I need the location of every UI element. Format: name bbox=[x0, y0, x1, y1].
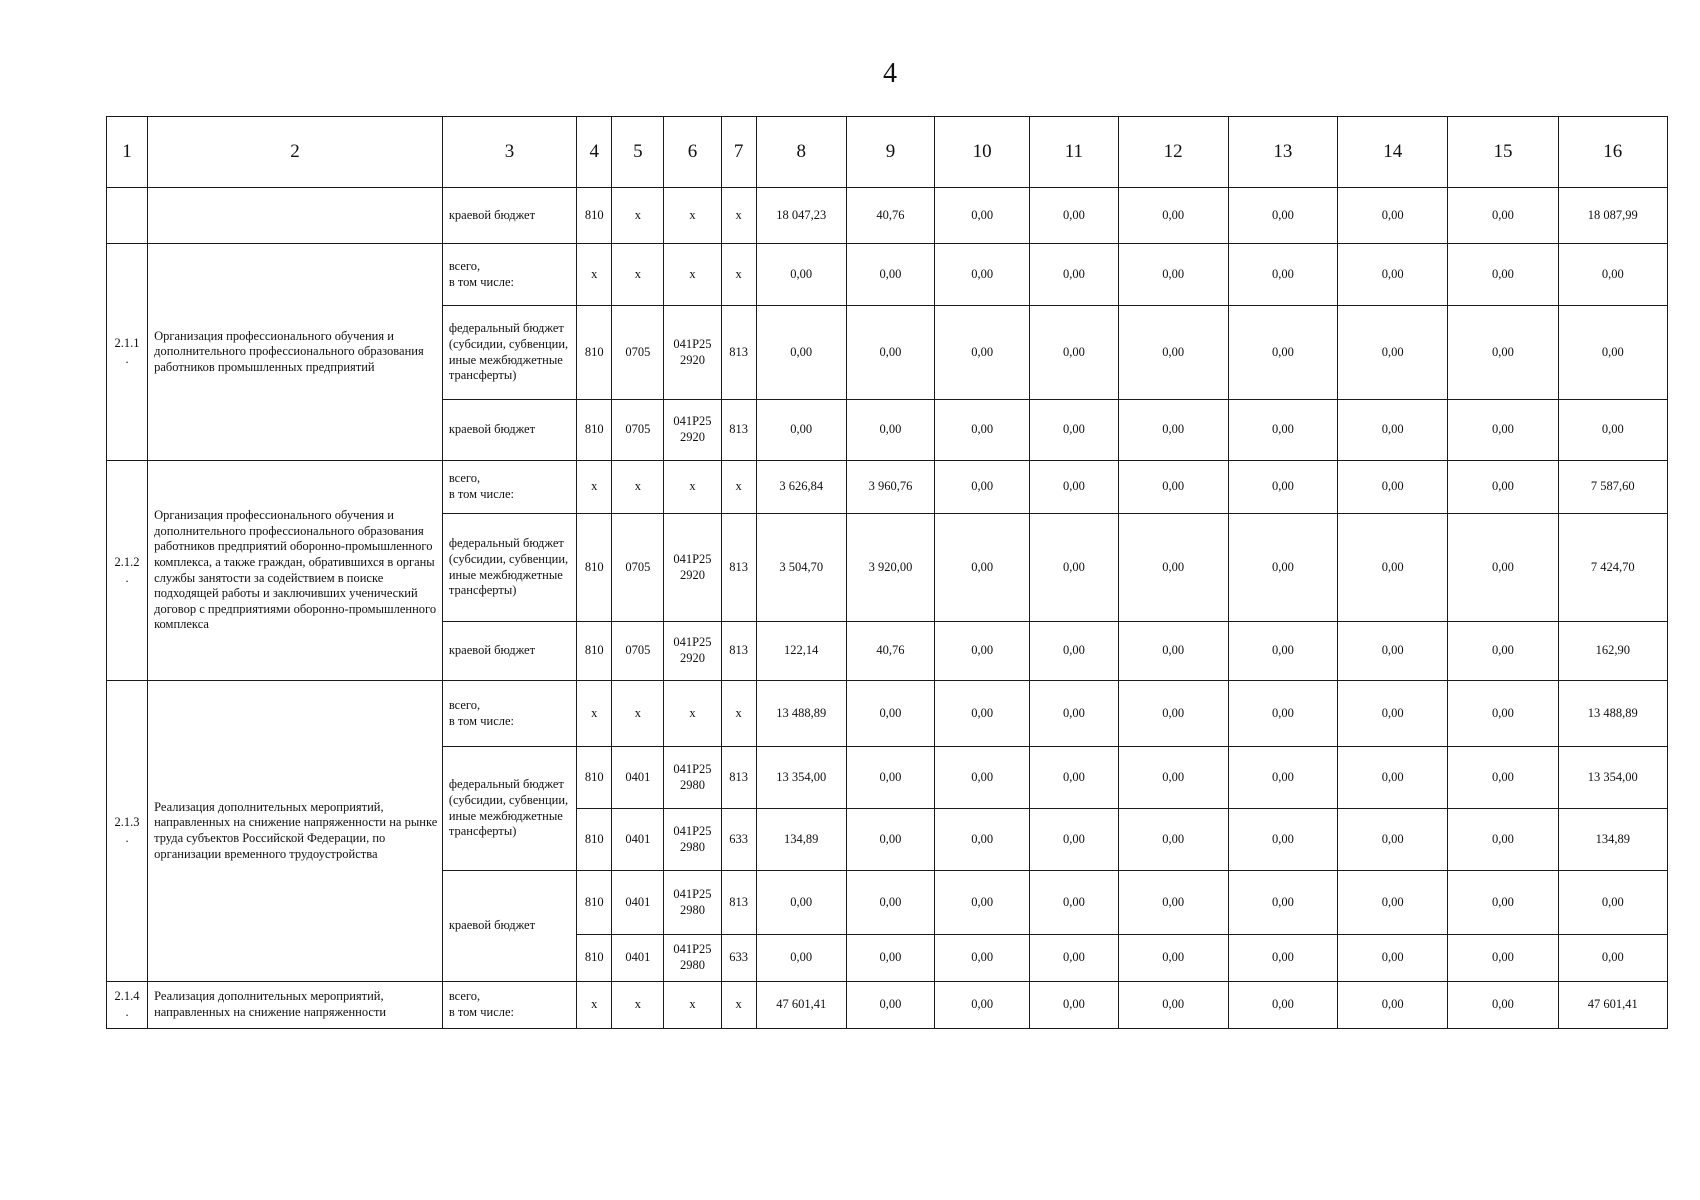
value-col-16: 7 424,70 bbox=[1558, 514, 1667, 622]
code-col-4: 810 bbox=[577, 871, 612, 935]
funding-source: всего, в том числе: bbox=[442, 982, 576, 1029]
code-col-7: x bbox=[721, 982, 756, 1029]
header-row bbox=[107, 117, 1668, 188]
value-col-8: 0,00 bbox=[756, 935, 846, 982]
value-col-16: 18 087,99 bbox=[1558, 188, 1667, 244]
value-col-11: 0,00 bbox=[1030, 244, 1118, 306]
code-col-5: 0401 bbox=[612, 871, 664, 935]
code-col-7: x bbox=[721, 681, 756, 747]
funding-source: всего, в том числе: bbox=[442, 461, 576, 514]
value-col-15: 0,00 bbox=[1448, 681, 1558, 747]
code-col-6: 041P25 2980 bbox=[664, 747, 721, 809]
value-col-9: 0,00 bbox=[846, 809, 934, 871]
code-col-6: 041P25 2980 bbox=[664, 809, 721, 871]
header-cell: 13 bbox=[1228, 117, 1337, 188]
header-cell: 4 bbox=[577, 117, 612, 188]
table-row bbox=[107, 188, 1668, 244]
value-col-8: 0,00 bbox=[756, 871, 846, 935]
value-col-11: 0,00 bbox=[1030, 400, 1118, 461]
header-cell: 10 bbox=[935, 117, 1030, 188]
value-col-16: 13 354,00 bbox=[1558, 747, 1667, 809]
value-col-12: 0,00 bbox=[1118, 461, 1228, 514]
header-cell: 5 bbox=[612, 117, 664, 188]
value-col-10: 0,00 bbox=[935, 809, 1030, 871]
value-col-9: 0,00 bbox=[846, 306, 934, 400]
header-cell: 2 bbox=[148, 117, 443, 188]
code-col-7: 633 bbox=[721, 935, 756, 982]
value-col-16: 0,00 bbox=[1558, 871, 1667, 935]
value-col-14: 0,00 bbox=[1338, 461, 1448, 514]
value-col-8: 0,00 bbox=[756, 400, 846, 461]
funding-source: краевой бюджет bbox=[442, 622, 576, 681]
item-number bbox=[107, 188, 148, 244]
code-col-5: 0705 bbox=[612, 514, 664, 622]
value-col-15: 0,00 bbox=[1448, 871, 1558, 935]
code-col-7: x bbox=[721, 188, 756, 244]
value-col-10: 0,00 bbox=[935, 400, 1030, 461]
value-col-9: 0,00 bbox=[846, 244, 934, 306]
value-col-13: 0,00 bbox=[1228, 809, 1337, 871]
value-col-15: 0,00 bbox=[1448, 188, 1558, 244]
value-col-15: 0,00 bbox=[1448, 809, 1558, 871]
value-col-13: 0,00 bbox=[1228, 982, 1337, 1029]
value-col-12: 0,00 bbox=[1118, 747, 1228, 809]
funding-source: краевой бюджет bbox=[442, 871, 576, 982]
header-cell: 15 bbox=[1448, 117, 1558, 188]
code-col-5: x bbox=[612, 681, 664, 747]
value-col-11: 0,00 bbox=[1030, 461, 1118, 514]
value-col-11: 0,00 bbox=[1030, 747, 1118, 809]
value-col-14: 0,00 bbox=[1338, 747, 1448, 809]
value-col-9: 0,00 bbox=[846, 681, 934, 747]
value-col-13: 0,00 bbox=[1228, 622, 1337, 681]
value-col-16: 13 488,89 bbox=[1558, 681, 1667, 747]
value-col-10: 0,00 bbox=[935, 681, 1030, 747]
value-col-12: 0,00 bbox=[1118, 188, 1228, 244]
code-col-4: 810 bbox=[577, 809, 612, 871]
value-col-12: 0,00 bbox=[1118, 681, 1228, 747]
code-col-6: 041P25 2980 bbox=[664, 935, 721, 982]
value-col-13: 0,00 bbox=[1228, 400, 1337, 461]
code-col-7: 813 bbox=[721, 747, 756, 809]
item-number: 2.1.4 . bbox=[107, 982, 148, 1029]
code-col-4: 810 bbox=[577, 622, 612, 681]
funding-source: краевой бюджет bbox=[442, 400, 576, 461]
value-col-11: 0,00 bbox=[1030, 188, 1118, 244]
value-col-12: 0,00 bbox=[1118, 871, 1228, 935]
value-col-9: 3 920,00 bbox=[846, 514, 934, 622]
funding-source: федеральный бюджет (субсидии, субвенции, иные межбюджетные трансферты) bbox=[442, 306, 576, 400]
code-col-5: x bbox=[612, 982, 664, 1029]
value-col-10: 0,00 bbox=[935, 461, 1030, 514]
header-cell: 16 bbox=[1558, 117, 1667, 188]
value-col-13: 0,00 bbox=[1228, 681, 1337, 747]
code-col-7: 813 bbox=[721, 306, 756, 400]
header-cell: 1 bbox=[107, 117, 148, 188]
code-col-5: x bbox=[612, 244, 664, 306]
value-col-14: 0,00 bbox=[1338, 622, 1448, 681]
funding-source: федеральный бюджет (субсидии, субвенции, иные межбюджетные трансферты) bbox=[442, 514, 576, 622]
code-col-6: 041P25 2920 bbox=[664, 306, 721, 400]
code-col-7: x bbox=[721, 244, 756, 306]
item-name: Организация профессионального обучения и дополнительного профессионального образования работников промышленных предприятий bbox=[148, 244, 443, 461]
value-col-12: 0,00 bbox=[1118, 244, 1228, 306]
value-col-10: 0,00 bbox=[935, 935, 1030, 982]
value-col-11: 0,00 bbox=[1030, 514, 1118, 622]
code-col-6: 041P25 2920 bbox=[664, 622, 721, 681]
item-number: 2.1.3 . bbox=[107, 681, 148, 982]
funding-source: краевой бюджет bbox=[442, 188, 576, 244]
value-col-9: 0,00 bbox=[846, 871, 934, 935]
value-col-11: 0,00 bbox=[1030, 681, 1118, 747]
value-col-16: 0,00 bbox=[1558, 244, 1667, 306]
code-col-4: 810 bbox=[577, 188, 612, 244]
value-col-10: 0,00 bbox=[935, 306, 1030, 400]
header-cell: 3 bbox=[442, 117, 576, 188]
funding-source: всего, в том числе: bbox=[442, 681, 576, 747]
header-cell: 12 bbox=[1118, 117, 1228, 188]
item-name: Организация профессионального обучения и дополнительного профессионального образования работников предприятий оборонно-промышленного комплекса, а также граждан, обратившихся в органы службы занятости за содействием в поиске подходящей работы и заключивших ученический договор с предприятиями оборонно-промышленного комплекса bbox=[148, 461, 443, 681]
value-col-11: 0,00 bbox=[1030, 622, 1118, 681]
code-col-4: x bbox=[577, 681, 612, 747]
value-col-9: 0,00 bbox=[846, 747, 934, 809]
code-col-5: 0401 bbox=[612, 935, 664, 982]
code-col-6: x bbox=[664, 461, 721, 514]
code-col-6: x bbox=[664, 681, 721, 747]
item-number: 2.1.1 . bbox=[107, 244, 148, 461]
code-col-6: 041P25 2920 bbox=[664, 514, 721, 622]
value-col-12: 0,00 bbox=[1118, 622, 1228, 681]
value-col-13: 0,00 bbox=[1228, 871, 1337, 935]
value-col-12: 0,00 bbox=[1118, 982, 1228, 1029]
value-col-10: 0,00 bbox=[935, 188, 1030, 244]
header-cell: 9 bbox=[846, 117, 934, 188]
item-name bbox=[148, 188, 443, 244]
value-col-14: 0,00 bbox=[1338, 809, 1448, 871]
code-col-6: x bbox=[664, 188, 721, 244]
code-col-4: 810 bbox=[577, 306, 612, 400]
value-col-10: 0,00 bbox=[935, 244, 1030, 306]
value-col-14: 0,00 bbox=[1338, 306, 1448, 400]
value-col-13: 0,00 bbox=[1228, 935, 1337, 982]
value-col-8: 0,00 bbox=[756, 244, 846, 306]
value-col-8: 3 626,84 bbox=[756, 461, 846, 514]
value-col-12: 0,00 bbox=[1118, 514, 1228, 622]
value-col-14: 0,00 bbox=[1338, 400, 1448, 461]
value-col-14: 0,00 bbox=[1338, 935, 1448, 982]
value-col-14: 0,00 bbox=[1338, 681, 1448, 747]
code-col-7: 813 bbox=[721, 400, 756, 461]
value-col-15: 0,00 bbox=[1448, 747, 1558, 809]
value-col-12: 0,00 bbox=[1118, 306, 1228, 400]
budget-table bbox=[106, 116, 1668, 1029]
code-col-4: 810 bbox=[577, 747, 612, 809]
code-col-4: x bbox=[577, 461, 612, 514]
table-row bbox=[107, 244, 1668, 306]
code-col-5: 0705 bbox=[612, 400, 664, 461]
code-col-4: 810 bbox=[577, 400, 612, 461]
value-col-10: 0,00 bbox=[935, 982, 1030, 1029]
page-number: 4 bbox=[883, 58, 897, 89]
value-col-16: 0,00 bbox=[1558, 400, 1667, 461]
value-col-10: 0,00 bbox=[935, 514, 1030, 622]
value-col-16: 47 601,41 bbox=[1558, 982, 1667, 1029]
header-cell: 8 bbox=[756, 117, 846, 188]
value-col-11: 0,00 bbox=[1030, 982, 1118, 1029]
value-col-14: 0,00 bbox=[1338, 244, 1448, 306]
code-col-6: 041P25 2980 bbox=[664, 871, 721, 935]
value-col-14: 0,00 bbox=[1338, 982, 1448, 1029]
code-col-7: 813 bbox=[721, 514, 756, 622]
value-col-12: 0,00 bbox=[1118, 809, 1228, 871]
value-col-9: 0,00 bbox=[846, 935, 934, 982]
code-col-4: 810 bbox=[577, 514, 612, 622]
value-col-9: 3 960,76 bbox=[846, 461, 934, 514]
funding-source: федеральный бюджет (субсидии, субвенции, иные межбюджетные трансферты) bbox=[442, 747, 576, 871]
code-col-6: x bbox=[664, 244, 721, 306]
value-col-13: 0,00 bbox=[1228, 188, 1337, 244]
value-col-16: 134,89 bbox=[1558, 809, 1667, 871]
value-col-13: 0,00 bbox=[1228, 747, 1337, 809]
value-col-8: 13 488,89 bbox=[756, 681, 846, 747]
value-col-15: 0,00 bbox=[1448, 461, 1558, 514]
value-col-15: 0,00 bbox=[1448, 400, 1558, 461]
value-col-15: 0,00 bbox=[1448, 935, 1558, 982]
code-col-5: 0401 bbox=[612, 747, 664, 809]
value-col-13: 0,00 bbox=[1228, 514, 1337, 622]
value-col-13: 0,00 bbox=[1228, 244, 1337, 306]
value-col-15: 0,00 bbox=[1448, 622, 1558, 681]
value-col-15: 0,00 bbox=[1448, 514, 1558, 622]
value-col-16: 0,00 bbox=[1558, 935, 1667, 982]
value-col-15: 0,00 bbox=[1448, 244, 1558, 306]
value-col-11: 0,00 bbox=[1030, 809, 1118, 871]
table-row bbox=[107, 982, 1668, 1029]
value-col-10: 0,00 bbox=[935, 747, 1030, 809]
table-row bbox=[107, 681, 1668, 747]
value-col-15: 0,00 bbox=[1448, 306, 1558, 400]
value-col-16: 162,90 bbox=[1558, 622, 1667, 681]
code-col-7: x bbox=[721, 461, 756, 514]
value-col-9: 0,00 bbox=[846, 982, 934, 1029]
value-col-14: 0,00 bbox=[1338, 871, 1448, 935]
code-col-5: 0401 bbox=[612, 809, 664, 871]
code-col-5: 0705 bbox=[612, 622, 664, 681]
value-col-12: 0,00 bbox=[1118, 935, 1228, 982]
value-col-8: 47 601,41 bbox=[756, 982, 846, 1029]
value-col-8: 134,89 bbox=[756, 809, 846, 871]
header-cell: 11 bbox=[1030, 117, 1118, 188]
value-col-10: 0,00 bbox=[935, 871, 1030, 935]
value-col-16: 0,00 bbox=[1558, 306, 1667, 400]
item-name: Реализация дополнительных мероприятий, направленных на снижение напряженности на рынке труда субъектов Российской Федерации, по организации временного трудоустройства bbox=[148, 681, 443, 982]
value-col-13: 0,00 bbox=[1228, 461, 1337, 514]
value-col-8: 18 047,23 bbox=[756, 188, 846, 244]
code-col-6: 041P25 2920 bbox=[664, 400, 721, 461]
code-col-5: 0705 bbox=[612, 306, 664, 400]
code-col-7: 813 bbox=[721, 871, 756, 935]
code-col-5: x bbox=[612, 188, 664, 244]
code-col-7: 813 bbox=[721, 622, 756, 681]
value-col-9: 0,00 bbox=[846, 400, 934, 461]
code-col-4: x bbox=[577, 982, 612, 1029]
value-col-9: 40,76 bbox=[846, 188, 934, 244]
value-col-15: 0,00 bbox=[1448, 982, 1558, 1029]
value-col-11: 0,00 bbox=[1030, 935, 1118, 982]
value-col-13: 0,00 bbox=[1228, 306, 1337, 400]
item-number: 2.1.2 . bbox=[107, 461, 148, 681]
value-col-8: 13 354,00 bbox=[756, 747, 846, 809]
code-col-4: 810 bbox=[577, 935, 612, 982]
value-col-12: 0,00 bbox=[1118, 400, 1228, 461]
value-col-9: 40,76 bbox=[846, 622, 934, 681]
item-name: Реализация дополнительных мероприятий, направленных на снижение напряженности bbox=[148, 982, 443, 1029]
value-col-8: 3 504,70 bbox=[756, 514, 846, 622]
value-col-14: 0,00 bbox=[1338, 514, 1448, 622]
value-col-14: 0,00 bbox=[1338, 188, 1448, 244]
code-col-7: 633 bbox=[721, 809, 756, 871]
value-col-11: 0,00 bbox=[1030, 871, 1118, 935]
value-col-11: 0,00 bbox=[1030, 306, 1118, 400]
funding-source: всего, в том числе: bbox=[442, 244, 576, 306]
header-cell: 7 bbox=[721, 117, 756, 188]
value-col-16: 7 587,60 bbox=[1558, 461, 1667, 514]
header-cell: 6 bbox=[664, 117, 721, 188]
table-row bbox=[107, 461, 1668, 514]
value-col-8: 122,14 bbox=[756, 622, 846, 681]
code-col-6: x bbox=[664, 982, 721, 1029]
header-cell: 14 bbox=[1338, 117, 1448, 188]
value-col-8: 0,00 bbox=[756, 306, 846, 400]
value-col-10: 0,00 bbox=[935, 622, 1030, 681]
code-col-5: x bbox=[612, 461, 664, 514]
code-col-4: x bbox=[577, 244, 612, 306]
